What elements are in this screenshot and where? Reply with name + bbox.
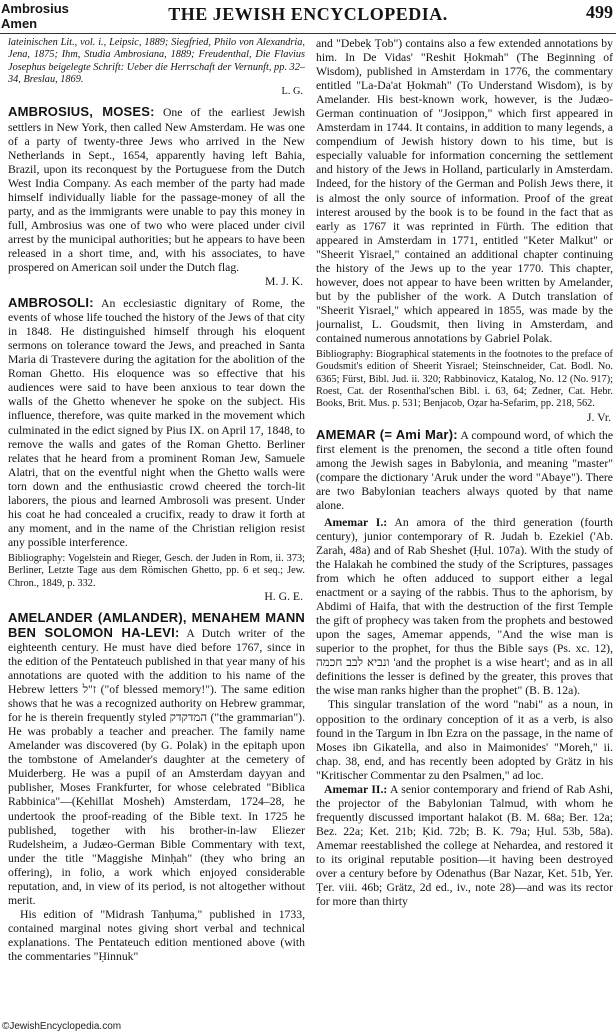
entry-ambrosoli [8, 296, 305, 550]
header-rule [0, 33, 616, 34]
author-signature: L. G. [281, 86, 303, 98]
entry-text: A Dutch writer of the eighteenth century. He must have died before 1767, since in the edition of the Pentateuch published in that year many of his annotations are quoted with the addition to his name of the Hebrew letters ז"ל ("of blessed memory!"). The same edition shows that he was a recognized authority on Hebrew grammar, for he is therein frequently styled המדקדק ("the grammarian"). He was probably a teacher and preacher. The family name Amelander was discovered (by G. Polak) in the epitaph upon the tombstone of Amelander's daughter at the cemetery of Muiderberg. He was a pupil of an Amsterdam dayyan and publisher, Moses Frankfurter, for whose celebrated "Biblica Rabbinica"—(Ḳehillat Mosheh) Amsterdam, 1724–28, he undertook the proof-reading of the Bible text. In 1725 he published, together with his brother-in-law Eliezer Rudelsheim, a Judæo-German Bible Commentary with text, under the title "Maggishe Minḥah" (they who bring an offering), in folio, a work which enjoyed considerable reputation, and, in view of its period, is not altogether without merit. [8, 626, 305, 907]
page-number: 499 [586, 2, 613, 22]
headword-amelander: AMELANDER (AMLANDER), MENAHEM MANN BEN SOLOMON HA-LEVI: [8, 609, 305, 640]
headword-ambrosius: AMBROSIUS, MOSES: [8, 104, 155, 120]
site-credit: ©JewishEncyclopedia.com [2, 1021, 122, 1032]
entry-amemar [316, 428, 613, 513]
page-title: THE JEWISH ENCYCLOPEDIA. [168, 4, 448, 24]
entry-text: An ecclesiastic dignitary of Rome, the events of whose life touched the history of the Jews of that city in 1848. He distinguished himself through his eloquent sermons on tolerance toward the Jews, and preached in Santa Maria di Trastevere during the agitation for the abolition of the Roman Ghetto. His eloquence was so effective that his audiences were said to have been anxious to tear down the walls of the Ghetto whenever he spoke on the subject. His influence, therefore, was quite marked in the movement which culminated in the edict signed by Pius IX. on April 17, 1848, to remove the walls and gates of the Roman Ghetto. Berliner relates that he heard from a prominent Roman Jew, Samuele Alatri, that on the eventful night when the Ghetto walls were torn down and the enthusiastic crowd cheered the torch-lit laborers, the pious and learned Ambrosoli was present. Under his coat he had concealed a crucifix, ready to draw it forth at any moment, and in the name of the Christian religion resist any possible interference. [8, 297, 305, 549]
entry-text: A compound word, of which the first element is the prenomen, the second a title often found among the Jewish sages in Babylonia, and meaning "master" (compare the dictionary 'Aruk under the word "Abaye"). There are two Babylonian teachers always quoted by that name alone. [316, 428, 613, 512]
right-column [316, 37, 613, 1022]
entry-ambrosius [8, 105, 305, 275]
bibliography-continued: lateinischen Lit., vol. i., Leipsic, 1889; Siegfried, Philo von Alexandria, Jena, 1875; Ihm, Studia Ambrosiana, 1889; Freudenthal, Die Flavius Josephus beigelegte Schrift: Ueber die Herrschaft der Vernunft, pp. 32–34, Breslau, 1869. [8, 37, 305, 85]
headword-amemar: AMEMAR (= Ami Mar): [316, 426, 458, 442]
entry-text: An amora of the third generation (fourth century), junior contemporary of R. Judah b. Ezekiel ('Ab. Zarah, 48a) and of Rab Sheshet (Ḥul. 107a). With the study of the Halakah he combined the study of the Scriptures, passages from which he often adduced to support either a legal enactment or a saying of the rabbis. Thus to the aphorism, by Abdimi of Haifa, that with the destruction of the first Temple the gift of prophecy was taken from the prophets and bestowed upon the sages, Amemar appends, "And the wise man is superior to the prophet, for thus the Bible says (Ps. xc. 12), ונביא לבב חכמה 'and the prophet is a wise heart'; and as in all definitions the lesser is defined by the greater, this proves that the wise man ranks higher than the prophet" (B. B. 12a). [316, 515, 613, 698]
subheadword-amemar-2: Amemar II.: [324, 782, 388, 796]
entry-text: One of the earliest Jewish settlers in New York, then called New Amsterdam. He was one of a party of twenty-three Jews who arrived in the New Netherlands in Sept., 1654, apparently having left Bahia, Brazil, upon its reconquest by the Portuguese from the Dutch West India Company. As each member of the party had made himself individually liable for the passage-money of all the party, and as the immigrants were unable to pay this money in full, Ambrosius was one of two who were placed under civil arrest by the municipal authorities; but he appears to have been released in a short time, and, with his associates, to have prospered on American soil under the Dutch flag. [8, 106, 305, 274]
running-head-first: Ambrosius [1, 1, 69, 16]
entry-amelander [8, 611, 305, 908]
running-head-last: Amen [1, 16, 38, 31]
left-column [8, 37, 305, 1022]
bibliography: Bibliography: Vogelstein and Rieger, Gesch. der Juden in Rom, ii. 373; Berliner, Letzte Tage aus dem Römischen Ghetto, pp. 6 et seq.; Jew. Chron., 1849, p. 332. [8, 552, 305, 589]
subheadword-amemar-1: Amemar I.: [324, 515, 388, 529]
entry-text: His edition of "Midrash Tanḥuma," published in 1733, contained marginal notes giving short verbal and technical explanations. The Pentateuch edition mentioned above (with the commentaries "Ḥinnuk" [8, 907, 305, 963]
page-header [0, 0, 616, 36]
entry-text: A senior contemporary and friend of Rab Ashi, the projector of the Babylonian Talmud, with whom he frequently discussed important halakot (B. M. 68a; Ber. 12a; Bez. 22a; Ket. 21b; Ḳid. 72b; B. K. 79a; Ḥul. 53b, 58a). Amemar reestablished the college at Nehardea, and restored it to its original reputable position—it having been destroyed over a century before by Odenathus (Bar Nazar, Ket. 51b, Yer. Ṭer. viii. 46b; Grätz, 2d ed., iv., note 28)—and was its rector for more than thirty [316, 782, 613, 909]
author-signature: H. G. E. [264, 589, 303, 603]
entry-text: This singular translation of the word "nabi" as a noun, in opposition to the ordinary conception of it as a verb, is also found in the Targum in Ibn Ezra on the passage, in the name of Moses ibn Gikatella, and also in Maimonides' "Moreh," ii. chap. 38, end, and has recently been adopted by Grätz in his "Kritischer Commentar zu den Psalmen," ad loc. [316, 698, 613, 782]
headword-ambrosoli: AMBROSOLI: [8, 295, 94, 311]
entry-amemar-1 [316, 516, 613, 699]
bibliography: Bibliography: Biographical statements in the footnotes to the preface of Goudsmit's edition of Sheerit Yisrael; Steinschneider, Cat. Bodl. No. 6365; Fürst, Bibl. Jud. ii. 320; Rabbinovicz, Katalog, No. 12 (No. 917); Roest, Cat. der Rosenthal'schen Bibl. i. 63, 64; Zedner, Cat. Hebr. Books, Brit. Mus. p. 531; Benjacob, Oẓar ha-Sefarim, pp. 218, 562. [316, 349, 613, 410]
author-signature: J. Vr. [586, 410, 611, 424]
entry-amemar-2 [316, 783, 613, 909]
author-signature: M. J. K. [265, 275, 303, 289]
entry-text: and "Debeḳ Ṭob") contains also a few extended annotations by him. In De Vidas' "Reshit Ḥokmah" (The Beginning of Wisdom), published in Amsterdam in 1776, the commentary entitled "La-Da'at Ḥokmah" (To Understand Wisdom), is by Amelander. His best-known work, however, is the Judæo-German continuation of "Josippon," which first appeared in Amsterdam in 1744. It contains, in addition to many legends, a compendium of Jewish history down to his time, but is especially valuable for information concerning the settlement and history of the Jews in Holland, particularly in Amsterdam. Indeed, for the history of the German and Polish Jews there, it is almost the only source of information. Proof of the great interest aroused by the book is to be found in the fact that as early as 1767 it was reprinted in Fürth. The edition that appeared in Amsterdam in 1771, entitled "Keter Malkut" or "Sheerit Yisrael," contained an additional chapter continuing the history of the Jews up to the year 1770. This chapter, however, does not appear to have been written by Amelander, but by the publisher of the work. A Dutch translation of "Sheerit Yisrael," which appeared in 1855, was made by the journalist, L. Goudsmit, then living in Amsterdam, and contained numerous annotations by Gabriel Polak. [316, 37, 613, 345]
